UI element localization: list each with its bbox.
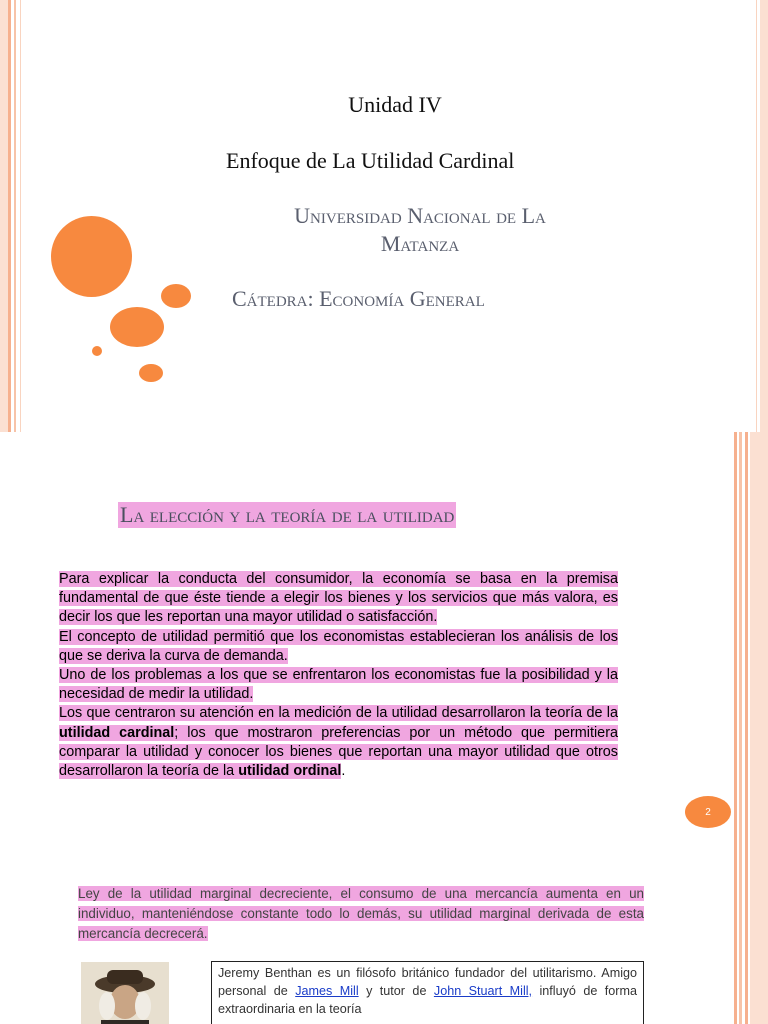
right-stripe [760, 0, 768, 432]
bio-box [211, 961, 644, 1024]
title-slide [0, 0, 768, 432]
left-stripe [20, 0, 21, 432]
content-slide [8, 432, 768, 864]
course-chair: Cátedra: Economía General [232, 286, 485, 311]
decorative-circle-large [51, 216, 132, 297]
law-text: Ley de la utilidad marginal decreciente, el consumo de una mercancía aumenta en un individuo, manteniéndose constante todo lo demás, su utilidad marginal derivada de esta mercancía decrecerá. [78, 886, 644, 941]
bio-text: y tutor de [358, 984, 434, 998]
left-stripe [0, 0, 8, 432]
right-stripe [734, 432, 737, 864]
slide-heading: La elección y la teoría de la utilidad [120, 502, 455, 527]
right-stripe [739, 864, 742, 1024]
paragraph-text: Los que centraron su atención en la medición de la utilidad desarrollaron la teoría de la [59, 705, 618, 722]
right-stripe [750, 864, 768, 1024]
paragraph-text: . [341, 763, 346, 780]
paragraph [59, 666, 618, 704]
decorative-circle-small [161, 284, 191, 308]
paragraph-text: Para explicar la conducta del consumidor, la economía se basa en la premisa fundamental de que éste tiende a elegir los bienes y los servicios que más valora, es decir los que les reportan una mayor utilidad o satisfacción. [59, 571, 618, 626]
decorative-circle-tiny [92, 346, 102, 356]
university-name [200, 202, 640, 258]
right-stripe [734, 864, 737, 1024]
paragraph-text: El concepto de utilidad permitió que los economistas establecieran los análisis de los que se deriva la curva de demanda. [59, 628, 618, 664]
content-slide-3 [8, 864, 768, 1024]
left-stripe [14, 0, 16, 432]
portrait-image [81, 962, 169, 1024]
paragraph [59, 570, 618, 628]
term-cardinal-utility: utilidad cardinal [59, 724, 175, 741]
slide-title: Unidad IV [348, 92, 442, 117]
portrait-illustration [81, 962, 169, 1024]
page-number-badge: 2 [685, 796, 731, 828]
marginal-utility-law [78, 884, 644, 944]
right-stripe [739, 432, 742, 864]
paragraph [59, 628, 618, 666]
link-james-mill[interactable]: James Mill [295, 984, 359, 998]
paragraph [59, 704, 618, 781]
paragraph-text: Uno de los problemas a los que se enfrentaron los economistas fue la posibilidad y la necesidad de medir la utilidad. [59, 667, 618, 703]
university-line-1: Universidad Nacional de La [294, 203, 546, 228]
paragraph-text: ; los que mostraron preferencias por un método que permitiera comparar la utilidad y conocer los bienes que reportan una mayor utilidad que otros desarrollaron la teoría de la [59, 724, 618, 780]
body-text [59, 570, 618, 781]
link-john-stuart-mill[interactable]: John Stuart Mill, [433, 984, 533, 998]
decorative-circle-medium [110, 307, 164, 347]
left-stripe [8, 0, 11, 432]
term-ordinal-utility: utilidad ordinal [238, 763, 342, 780]
bio-text: influyó de forma extraordinaria en la teoría [218, 984, 637, 1016]
right-stripe [745, 864, 748, 1024]
slide-subtitle: Enfoque de La Utilidad Cardinal [226, 148, 515, 173]
bio-text: Jeremy Benthan es un filósofo británico fundador del utilitarismo. Amigo personal de [218, 966, 637, 998]
right-stripe [750, 432, 768, 864]
right-stripe [745, 432, 748, 864]
decorative-circle-small [139, 364, 163, 382]
right-stripe [756, 0, 757, 432]
university-line-2: Matanza [380, 231, 460, 256]
